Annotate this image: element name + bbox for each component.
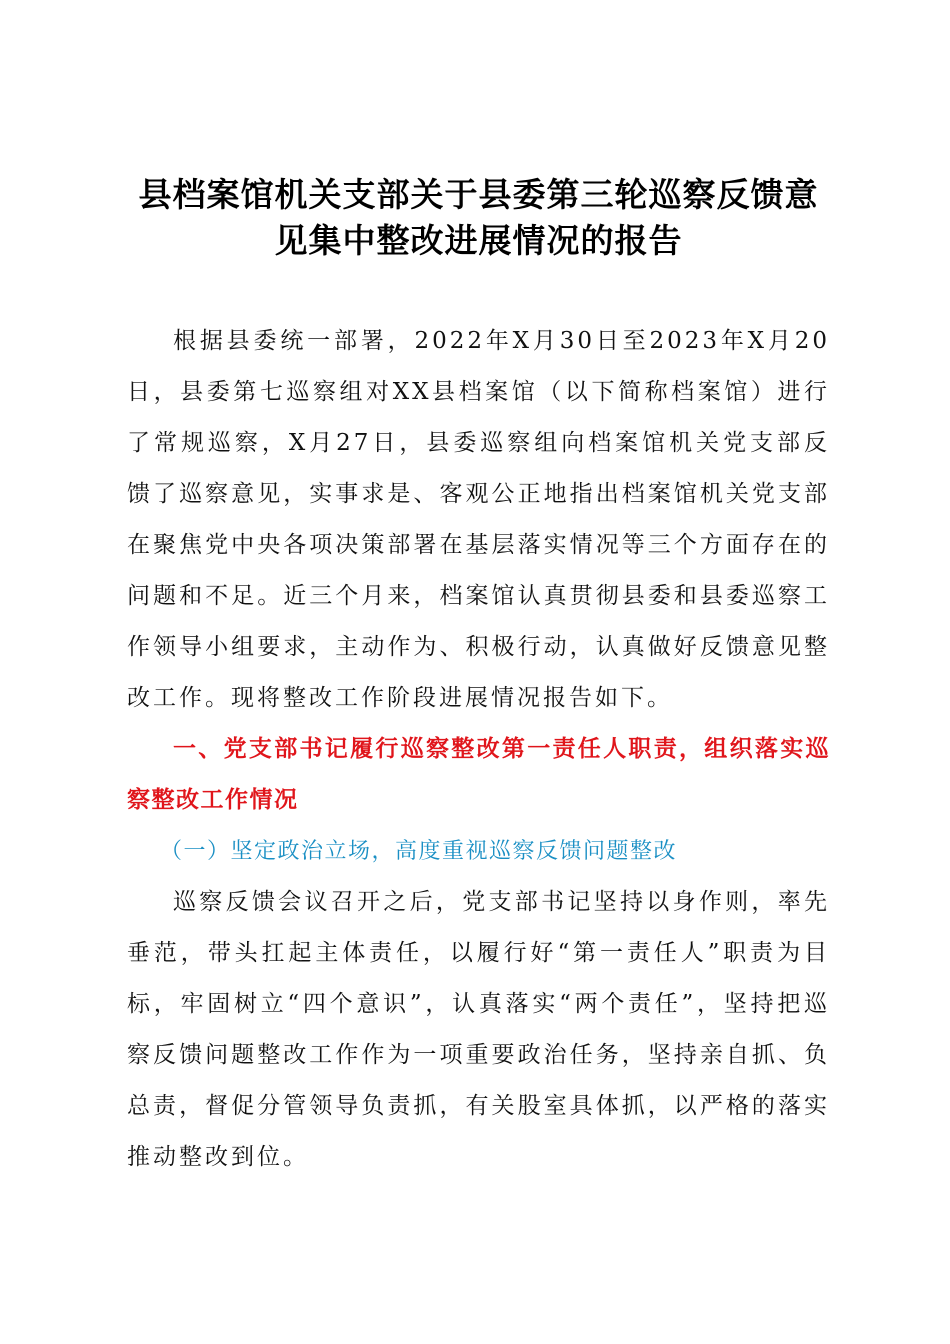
intro-paragraph: 根据县委统一部署，2022年X月30日至2023年X月20日，县委第七巡察组对XX县档案馆（以下简称档案馆）进行了常规巡察，X月27日，县委巡察组向档案馆机关党支部反馈了巡察意见，实事求是、客观公正地指出档案馆机关党支部在聚焦党中央各项决策部署在基层落实情况等三个方面存在的问题和不足。近三个月来，档案馆认真贯彻县委和县委巡察工作领导小组要求，主动作为、积极行动，认真做好反馈意见整改工作。现将整改工作阶段进展情况报告如下。 — [127, 328, 830, 711]
subsection-heading-1: （一）坚定政治立场，高度重视巡察反馈问题整改 — [160, 839, 678, 864]
subsection-paragraph-1: 巡察反馈会议召开之后，党支部书记坚持以身作则，率先垂范，带头扛起主体责任，以履行好“第一责任人”职责为目标，牢固树立“四个意识”，认真落实“两个责任”，坚持把巡察反馈问题整改工作作为一项重要政治任务，坚持亲自抓、负总责，督促分管领导负责抓，有关股室具体抓，以严格的落实推动整改到位。 — [127, 889, 830, 1170]
document-title: 县档案馆机关支部关于县委第三轮巡察反馈意见集中整改进展情况的报告 — [138, 175, 819, 260]
section-heading-1: 一、党支部书记履行巡察整改第一责任人职责，组织落实巡察整改工作情况 — [127, 736, 830, 813]
